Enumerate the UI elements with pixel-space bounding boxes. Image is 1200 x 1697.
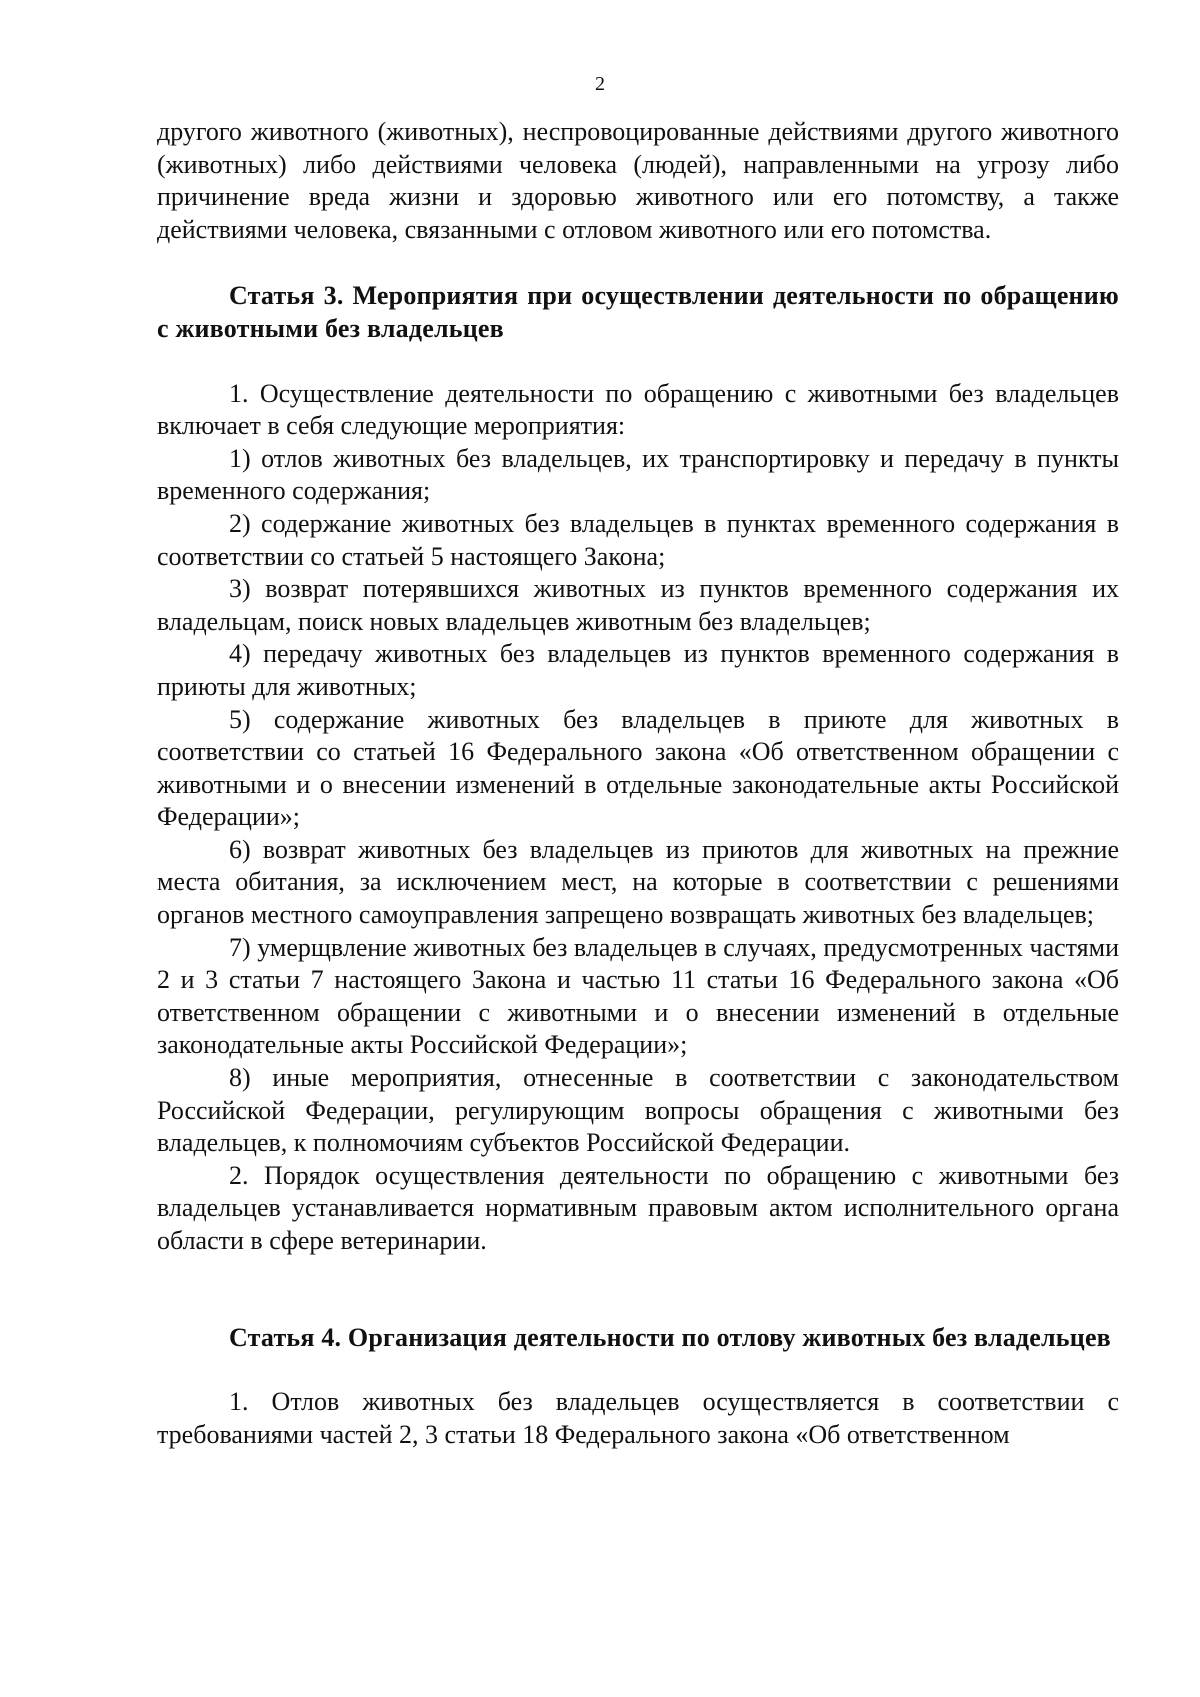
- article-3-list-item: 3) возврат потерявшихся животных из пунктов временного содержания их владельцам, поиск новых владельцев животным без владельцев;: [157, 574, 1119, 636]
- article-3-list-item: 7) умерщвление животных без владельцев в случаях, предусмотренных частями 2 и 3 статьи 7 настоящего Закона и частью 11 статьи 16 Федерального закона «Об ответственном обращении с животными и о внесении изменений в отдельные законодательные акты Российской Федерации»;: [157, 932, 1119, 1060]
- article-3-paragraph: 1. Осуществление деятельности по обращению с животными без владельцев включает в себя следующие мероприятия:: [157, 378, 1119, 441]
- article-4-heading: Статья 4. Организация деятельности по отлову животных без владельцев: [229, 1322, 1111, 1352]
- page-number: 2: [595, 73, 605, 95]
- article-3-paragraph: 2. Порядок осуществления деятельности по обращению с животными без владельцев устанавливается нормативным правовым актом исполнительного органа области в сфере ветеринарии.: [157, 1160, 1119, 1255]
- article-3-list-item: 6) возврат животных без владельцев из приютов для животных на прежние места обитания, за исключением мест, на которые в соответствии с решениями органов местного самоуправления запрещено возвращать животных без владельцев;: [157, 834, 1119, 930]
- article-3-list-item: 5) содержание животных без владельцев в приюте для животных в соответствии со статьей 16 Федерального закона «Об ответственном обращении с животными и о внесении изменений в отдельные законодательные акты Российской Федерации»;: [157, 704, 1119, 832]
- article-3-list-item: 4) передачу животных без владельцев из пунктов временного содержания в приюты для животных;: [157, 639, 1119, 701]
- article-3-heading: Статья 3. Мероприятия при осуществлении деятельности по обращению с животными без владельцев: [157, 281, 1119, 343]
- article-3-list-item: 8) иные мероприятия, отнесенные в соответствии с законодательством Российской Федерации, регулирующим вопросы обращения с животными без владельцев, к полномочиям субъектов Российской Федерации.: [157, 1063, 1119, 1158]
- article-4-content: [157, 1386, 1119, 1451]
- article-4-paragraph: 1. Отлов животных без владельцев осуществляется в соответствии с требованиями частей 2, 3 статьи 18 Федерального закона «Об ответственном: [157, 1387, 1119, 1449]
- article-3-content: [157, 378, 1119, 1258]
- document-body: [157, 116, 1119, 1451]
- article-3-list-item: 1) отлов животных без владельцев, их транспортировку и передачу в пункты временного содержания;: [157, 443, 1119, 506]
- continuation-paragraph: другого животного (животных), неспровоцированные действиями другого животного (животных) либо действиями человека (людей), направленными на угрозу либо причинение вреда жизни и здоровью животного или его потомству, а также действиями человека, связанными с отловом животного или его потомства.: [157, 117, 1119, 244]
- article-3-list-item: 2) содержание животных без владельцев в пунктах временного содержания в соответствии со статьей 5 настоящего Закона;: [157, 508, 1119, 571]
